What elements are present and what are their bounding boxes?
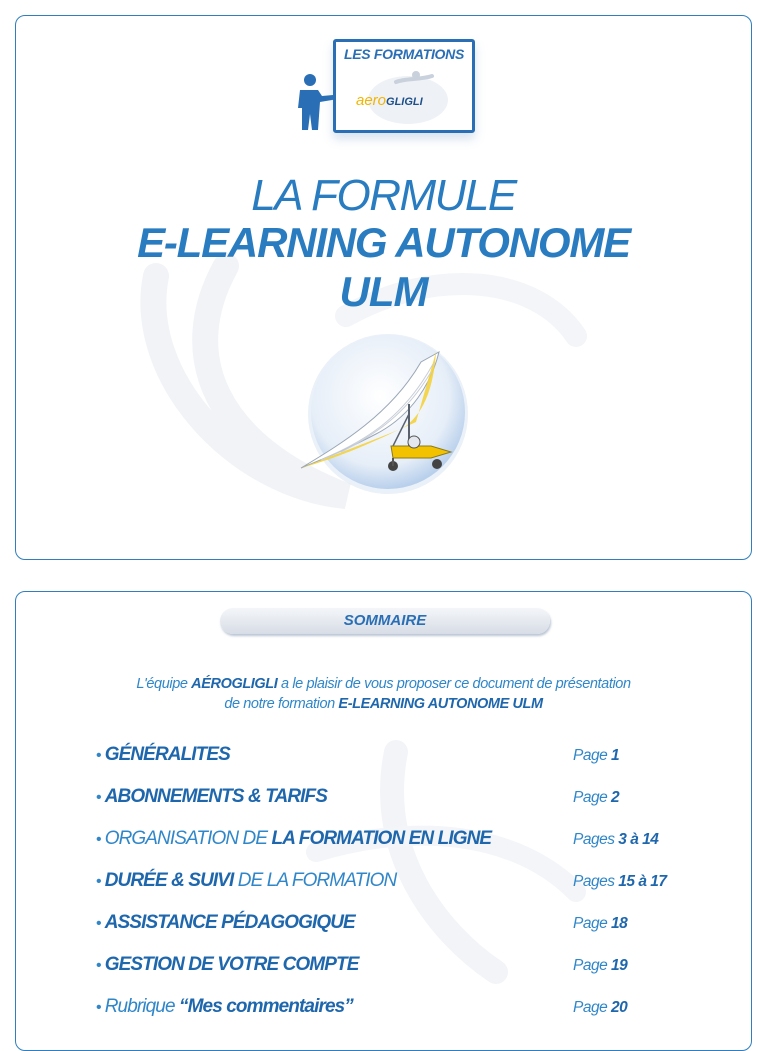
- summary-panel: [15, 591, 752, 1051]
- toc-page-label: Page: [573, 915, 612, 932]
- bullet-icon: •: [96, 873, 101, 890]
- intro-line2-pre: de notre formation: [224, 696, 339, 712]
- logo-brand-gligli: GLIGLI: [386, 96, 423, 108]
- logo-box: [333, 39, 475, 133]
- toc-item-commentaires[interactable]: [96, 992, 716, 1034]
- toc-item-bold: ABONNEMENTS & TARIFS: [104, 786, 328, 807]
- bullet-icon: •: [96, 747, 101, 764]
- toc-item-bold: GÉNÉRALITES: [104, 744, 230, 765]
- bullet-icon: •: [96, 789, 101, 806]
- intro-line-1: [16, 674, 751, 694]
- intro-pre: L'équipe: [136, 676, 192, 692]
- toc-page-number: 1: [611, 747, 620, 764]
- bullet-icon: •: [96, 999, 101, 1016]
- cover-panel: [15, 15, 752, 560]
- toc-item-duree-suivi[interactable]: [96, 866, 716, 908]
- toc-page-number: 3 à 14: [618, 831, 659, 848]
- toc-item-post: DE LA FORMATION: [233, 870, 397, 891]
- ulm-trike-icon: [281, 334, 481, 504]
- toc-page-label: Pages: [573, 873, 619, 890]
- toc-page-number: 15 à 17: [618, 873, 667, 890]
- intro-mid: a le plaisir de vous proposer ce document de présentation: [277, 676, 631, 692]
- aerogligli-logo: [296, 36, 496, 156]
- toc-item-bold: DURÉE & SUIVI: [104, 870, 234, 891]
- toc-page-number: 20: [611, 999, 628, 1016]
- ulm-illustration: [281, 334, 481, 504]
- intro-line2-bold: E-LEARNING AUTONOME ULM: [338, 696, 543, 712]
- flying-figure-icon: [336, 42, 472, 130]
- toc-page-label: Page: [573, 789, 612, 806]
- toc-item-pre: Rubrique: [104, 996, 179, 1017]
- bullet-icon: •: [96, 957, 101, 974]
- summary-header: SOMMAIRE: [220, 608, 550, 634]
- toc-list: [96, 740, 716, 1034]
- toc-page-label: Page: [573, 999, 612, 1016]
- toc-item-organisation[interactable]: [96, 824, 716, 866]
- toc-item-abonnements[interactable]: [96, 782, 716, 824]
- toc-item-gestion-compte[interactable]: [96, 950, 716, 992]
- title-line-3: ULM: [339, 268, 428, 315]
- toc-page-label: Page: [573, 747, 612, 764]
- title-line-2: E-LEARNING AUTONOME: [137, 219, 630, 266]
- intro-brand: AÉROGLIGLI: [191, 676, 278, 692]
- toc-page-label: Pages: [573, 831, 619, 848]
- intro-text: [16, 674, 751, 714]
- toc-item-bold: ASSISTANCE PÉDAGOGIQUE: [104, 912, 355, 933]
- toc-item-assistance[interactable]: [96, 908, 716, 950]
- toc-item-bold: GESTION DE VOTRE COMPTE: [104, 954, 359, 975]
- toc-item-pre: ORGANISATION DE: [104, 828, 272, 849]
- toc-page-number: 19: [611, 957, 628, 974]
- toc-page-label: Page: [573, 957, 612, 974]
- toc-page-number: 2: [611, 789, 620, 806]
- toc-item-generalites[interactable]: [96, 740, 716, 782]
- logo-brand: [356, 92, 423, 109]
- bullet-icon: •: [96, 915, 101, 932]
- toc-item-bold: LA FORMATION EN LIGNE: [271, 828, 492, 849]
- title-line-1: LA FORMULE: [251, 171, 516, 220]
- intro-line-2: [16, 694, 751, 714]
- logo-brand-aero: aero: [356, 92, 387, 109]
- logo-title: LES FORMATIONS: [344, 46, 464, 62]
- bullet-icon: •: [96, 831, 101, 848]
- toc-item-bold: “Mes commentaires”: [179, 996, 353, 1017]
- toc-page-number: 18: [611, 915, 628, 932]
